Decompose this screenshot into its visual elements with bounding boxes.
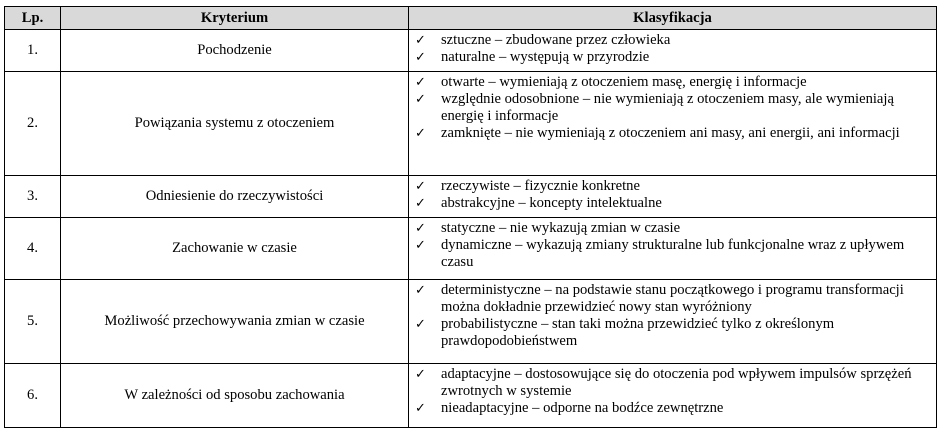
checkmark-icon: ✓ <box>415 196 426 211</box>
table-row <box>5 218 937 280</box>
list-item: ✓ statyczne – nie wykazują zmian w czasie <box>415 220 681 236</box>
list-item: ✓ adaptacyjne – dostosowujące się do otoczenia pod wpływem impulsów sprzężeń zwrotnych w systemie <box>415 366 912 399</box>
list-item: ✓ probabilistyczne – stan taki można przewidzieć tylko z określonym prawdopodobieństwem <box>415 316 835 349</box>
list-item: ✓ sztuczne – zbudowane przez człowieka <box>415 32 671 48</box>
checkmark-icon: ✓ <box>415 317 426 332</box>
classification-cell <box>409 364 937 428</box>
classification-cell <box>409 72 937 176</box>
table-row <box>5 176 937 218</box>
list-item: ✓ rzeczywiste – fizycznie konkretne <box>415 178 640 194</box>
classification-cell <box>409 280 937 364</box>
classification-cell <box>409 176 937 218</box>
checkmark-icon: ✓ <box>415 283 426 298</box>
classification-table <box>4 6 937 428</box>
criterion-cell: Możliwość przechowywania zmian w czasie <box>61 280 409 364</box>
checkmark-icon: ✓ <box>415 50 426 65</box>
row-number: 1. <box>5 30 61 72</box>
list-item: ✓ nieadaptacyjne – odporne na bodźce zewnętrzne <box>415 400 724 416</box>
checkmark-icon: ✓ <box>415 126 426 141</box>
header-row <box>5 7 937 30</box>
list-item: ✓ dynamiczne – wykazują zmiany strukturalne lub funkcjonalne wraz z upływem czasu <box>415 237 905 270</box>
checkmark-icon: ✓ <box>415 367 426 382</box>
criterion-cell: Zachowanie w czasie <box>61 218 409 280</box>
checkmark-icon: ✓ <box>415 92 426 107</box>
row-number: 6. <box>5 364 61 428</box>
checkmark-icon: ✓ <box>415 33 426 48</box>
table-row <box>5 364 937 428</box>
checkmark-icon: ✓ <box>415 401 426 416</box>
criterion-cell: Odniesienie do rzeczywistości <box>61 176 409 218</box>
table-row <box>5 280 937 364</box>
checkmark-icon: ✓ <box>415 221 426 236</box>
table-row <box>5 30 937 72</box>
list-item: ✓ względnie odosobnione – nie wymieniają z otoczeniem masy, ale wymieniają energię i informacje <box>415 91 894 124</box>
row-number: 2. <box>5 72 61 176</box>
classification-cell <box>409 30 937 72</box>
criterion-cell: Powiązania systemu z otoczeniem <box>61 72 409 176</box>
criterion-cell: W zależności od sposobu zachowania <box>61 364 409 428</box>
list-item: ✓ zamknięte – nie wymieniają z otoczeniem ani masy, ani energii, ani informacji <box>415 125 900 141</box>
list-item: ✓ otwarte – wymieniają z otoczeniem masę, energię i informacje <box>415 74 807 90</box>
table-row <box>5 72 937 176</box>
list-item: ✓ deterministyczne – na podstawie stanu początkowego i programu transformacji można dokładnie przewidzieć nowy stan wyróżniony <box>415 282 904 315</box>
checkmark-icon: ✓ <box>415 179 426 194</box>
checkmark-icon: ✓ <box>415 75 426 90</box>
header-kryterium: Kryterium <box>61 7 409 30</box>
row-number: 3. <box>5 176 61 218</box>
row-number: 5. <box>5 280 61 364</box>
criterion-cell: Pochodzenie <box>61 30 409 72</box>
header-lp: Lp. <box>5 7 61 30</box>
list-item: ✓ abstrakcyjne – koncepty intelektualne <box>415 195 662 211</box>
row-number: 4. <box>5 218 61 280</box>
header-klasyfikacja: Klasyfikacja <box>409 7 937 30</box>
list-item: ✓ naturalne – występują w przyrodzie <box>415 49 650 65</box>
checkmark-icon: ✓ <box>415 238 426 253</box>
classification-cell <box>409 218 937 280</box>
